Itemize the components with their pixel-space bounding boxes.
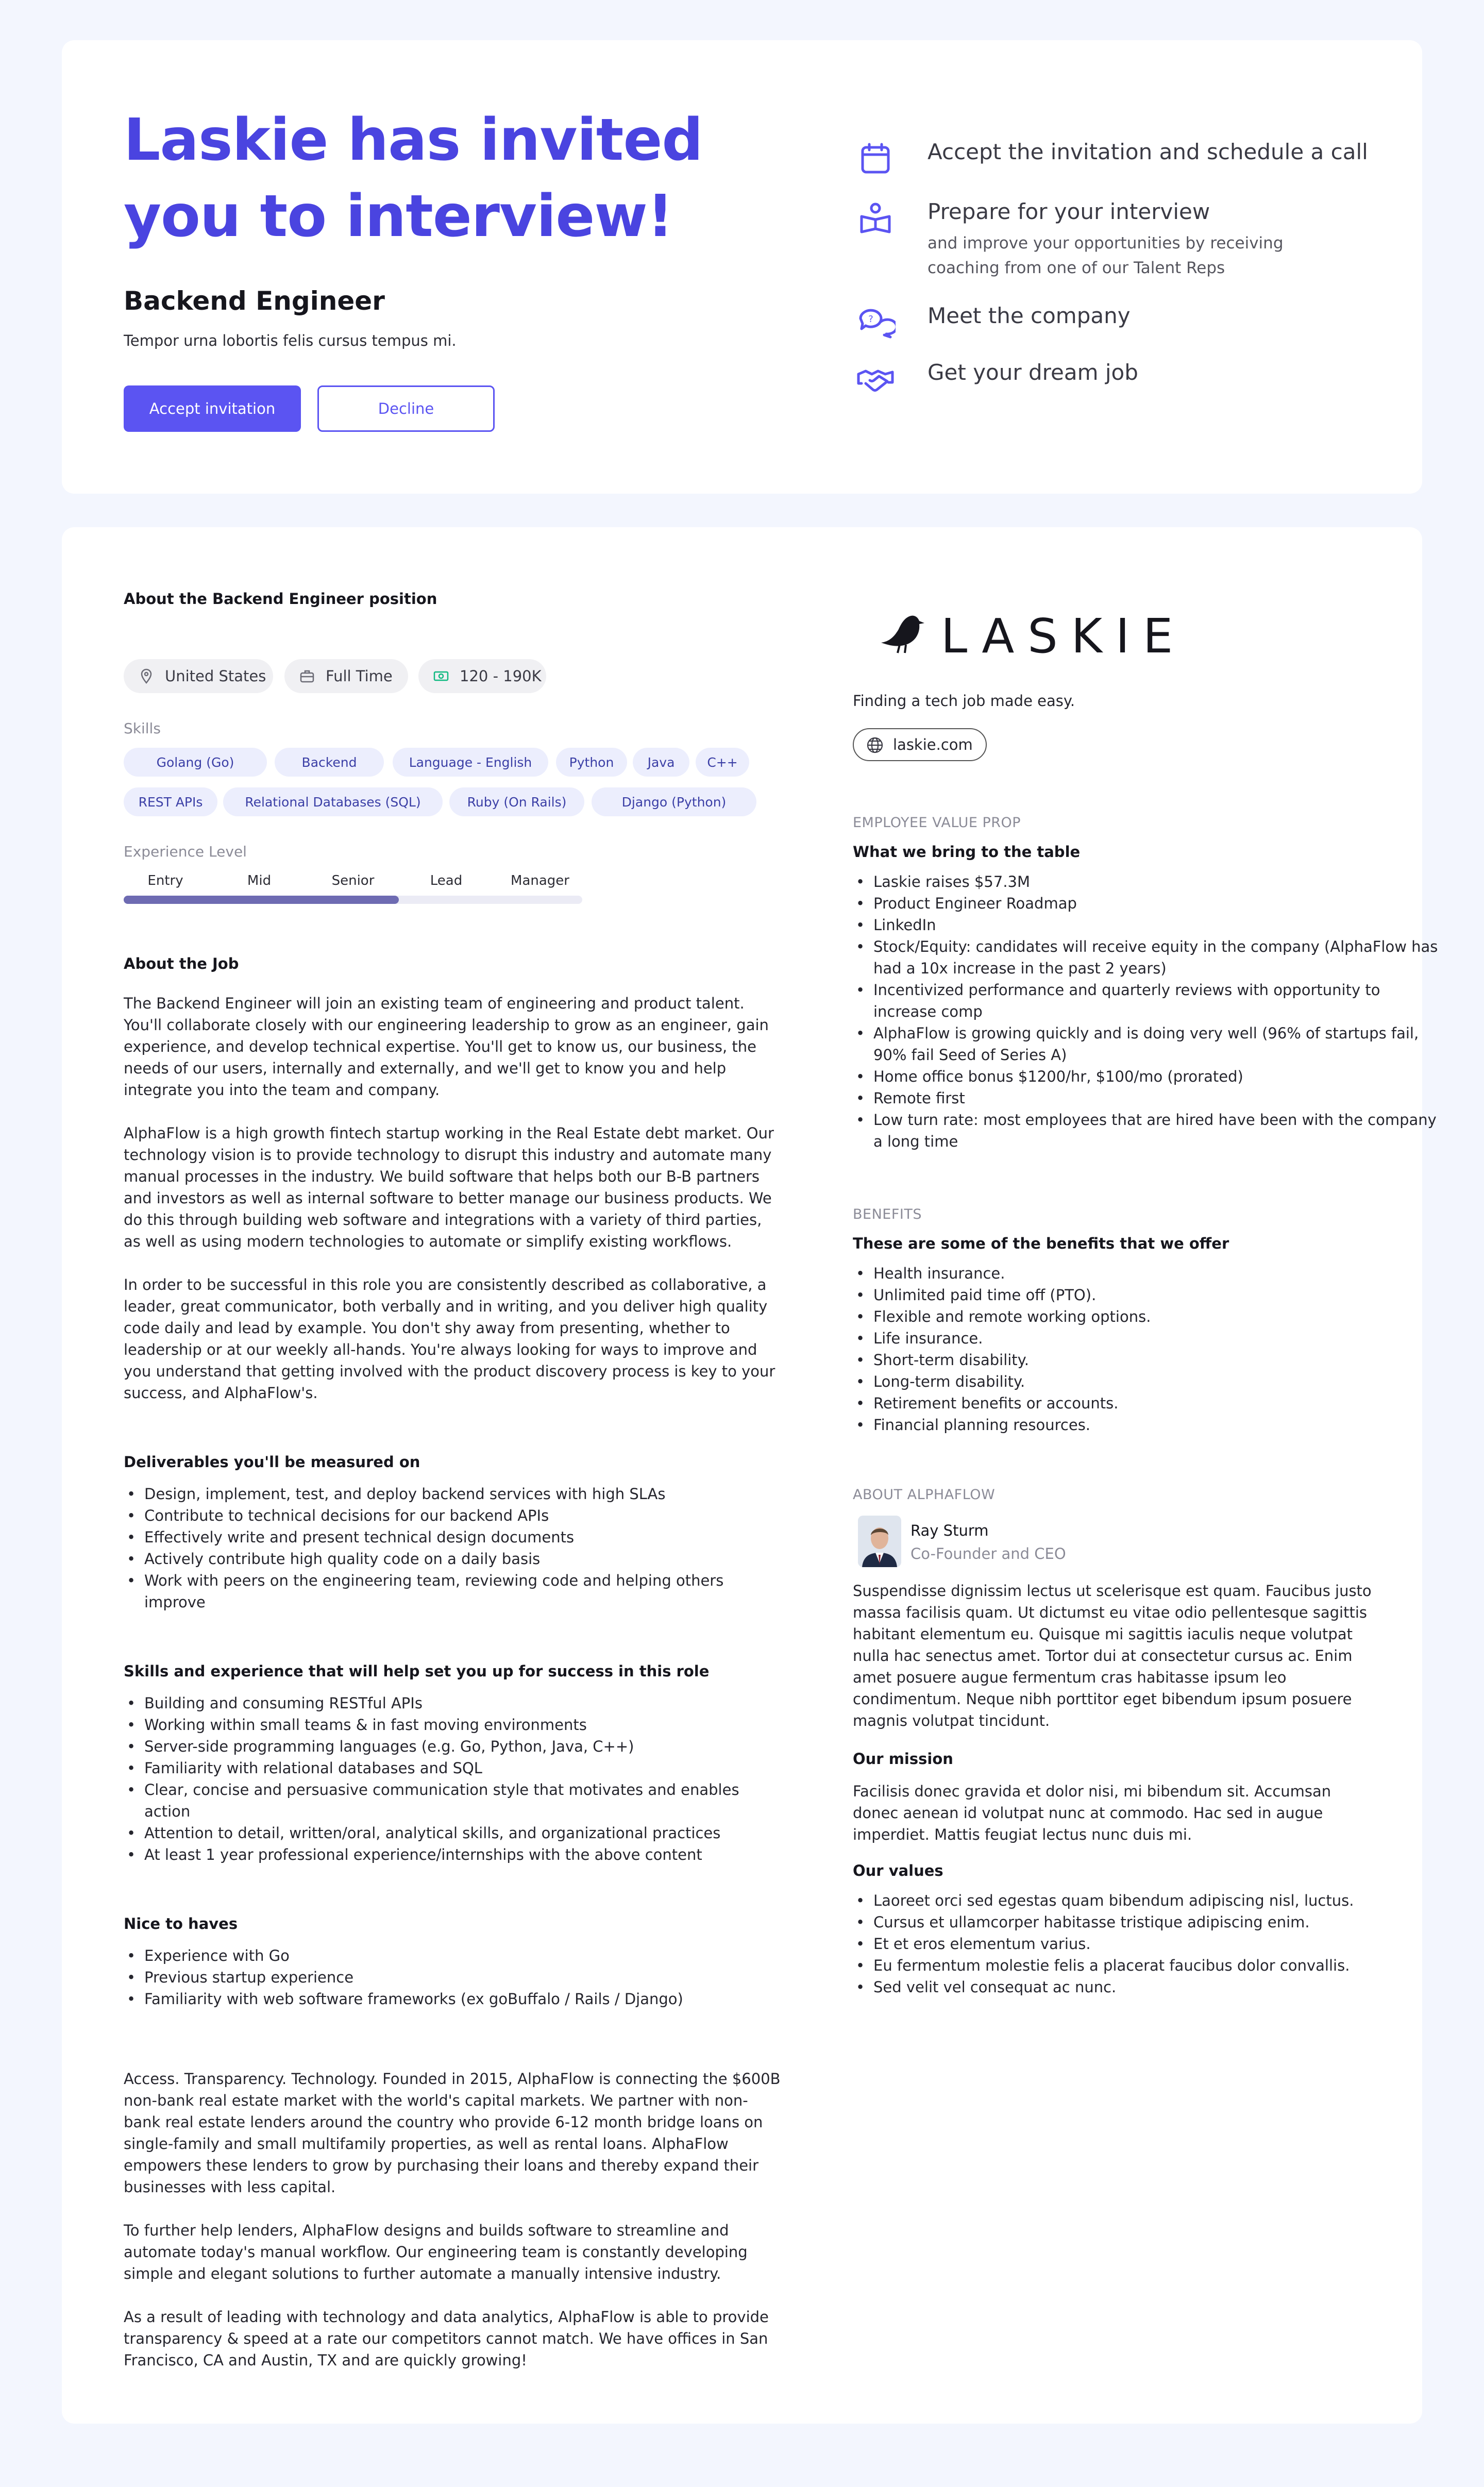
list-item: • Life insurance. (853, 1327, 1445, 1349)
experience-level-senior: Senior (331, 873, 375, 888)
skills-experience-list (124, 1692, 783, 1866)
map-pin-icon (138, 668, 155, 684)
experience-level-track (124, 896, 582, 904)
list-item: • Laskie raises $57.3M (853, 871, 1445, 893)
values-list (853, 1890, 1445, 1998)
job-type-badge (284, 659, 408, 693)
benefits-label: BENEFITS (853, 1206, 922, 1222)
company-website-link[interactable] (853, 728, 987, 761)
list-item: • Effectively write and present technical design documents (124, 1526, 783, 1548)
salary-badge (418, 659, 546, 693)
list-item: • LinkedIn (853, 914, 1445, 936)
company-tagline: Finding a tech job made easy. (853, 692, 1075, 710)
step-title: Prepare for your interview (927, 199, 1210, 224)
step-title: Meet the company (927, 303, 1131, 328)
about-job-paragraph: The Backend Engineer will join an existing team of engineering and product talent. You'll collaborate closely with our engineering leadership to grow as an engineer, gain experience, and develop technical expertise. You'll get to know us, our business, the needs of our users, internally and externally, and we'll get to know you and help integrate you into the team and company. (124, 995, 769, 1099)
list-item: • Eu fermentum molestie felis a placerat faucibus dolor convallis. (853, 1955, 1445, 1976)
skill-tag: REST APIs (124, 787, 217, 816)
skill-tag: Language - English (393, 748, 548, 777)
location-text: United States (165, 667, 266, 685)
list-item: • Home office bonus $1200/hr, $100/mo (prorated) (853, 1066, 1445, 1087)
skill-tag: Django (Python) (592, 787, 756, 816)
skill-tag: Golang (Go) (124, 748, 267, 777)
list-item: • Work with peers on the engineering team, reviewing code and helping others improve (124, 1570, 783, 1613)
deliverables-heading: Deliverables you'll be measured on (124, 1453, 420, 1471)
mission-text: Facilisis donec gravida et dolor nisi, mi bibendum sit. Accumsan donec aenean id volutpat nunc at commodo. Hac sed in augue imperdiet. Mattis feugiat lectus nunc duis mi. (853, 1783, 1331, 1843)
page-title: Laskie has invited you to interview! (124, 107, 703, 250)
calendar-icon (855, 139, 896, 179)
skill-tag: Backend (275, 748, 384, 777)
skill-tag: Relational Databases (SQL) (223, 787, 443, 816)
briefcase-icon (299, 668, 315, 684)
deliverables-list (124, 1483, 783, 1613)
list-item: • Retirement benefits or accounts. (853, 1392, 1445, 1414)
about-job-paragraph: AlphaFlow is a high growth fintech startup working in the Real Estate debt market. Our technology vision is to provide technology to disrupt this industry and automate many manual processes in the industry. We build software that helps both our B-B partners and investors as well as internal software to better manage our business products. We do this through building web software and integrations with a variety of third parties, as well as using modern technologies to automate or simplify existing workflows. (124, 1124, 774, 1250)
list-item: • Contribute to technical decisions for our backend APIs (124, 1505, 783, 1526)
skill-tag: C++ (696, 748, 749, 777)
list-item: • Et et eros elementum varius. (853, 1933, 1445, 1955)
chat-bubbles-icon (855, 303, 896, 343)
company-url: laskie.com (893, 736, 973, 753)
job-type-text: Full Time (326, 667, 393, 685)
step-description: and improve your opportunities by receiving coaching from one of our Talent Reps (927, 234, 1284, 277)
list-item: • Financial planning resources. (853, 1414, 1445, 1436)
list-item: • Familiarity with web software frameworks (ex goBuffalo / Rails / Django) (124, 1988, 783, 2010)
bird-logo-icon (879, 611, 925, 655)
list-item: • Clear, concise and persuasive communication style that motivates and enables action (124, 1779, 783, 1822)
salary-text: 120 - 190K (460, 667, 542, 685)
job-subtitle: Tempor urna lobortis felis cursus tempus mi. (124, 332, 457, 349)
list-item: • Cursus et ullamcorper habitasse tristique adipiscing enim. (853, 1911, 1445, 1933)
experience-level-entry: Entry (147, 873, 183, 888)
list-item: • Short-term disability. (853, 1349, 1445, 1371)
decline-button[interactable]: Decline (317, 385, 495, 432)
list-item: • Remote first (853, 1087, 1445, 1109)
list-item: • Stock/Equity: candidates will receive equity in the company (AlphaFlow has had a 10x increase in the past 2 years) (853, 936, 1445, 979)
list-item: • Server-side programming languages (e.g. Go, Python, Java, C++) (124, 1736, 783, 1757)
money-icon (433, 668, 449, 684)
list-item: • Low turn rate: most employees that are hired have been with the company a long time (853, 1109, 1445, 1152)
evp-list (853, 871, 1445, 1152)
experience-label: Experience Level (124, 843, 247, 860)
company-logo (879, 606, 1240, 662)
globe-icon (866, 736, 884, 754)
position-heading: About the Backend Engineer position (124, 590, 437, 608)
list-item: • Previous startup experience (124, 1967, 783, 1988)
nice-to-haves-heading: Nice to haves (124, 1915, 238, 1933)
nice-to-haves-list (124, 1945, 783, 2010)
experience-level-manager: Manager (511, 873, 569, 888)
benefits-list (853, 1263, 1445, 1436)
skill-tag: Python (556, 748, 627, 777)
about-company-label: ABOUT ALPHAFLOW (853, 1487, 996, 1503)
skill-tag: Java (633, 748, 689, 777)
location-badge (124, 659, 273, 693)
list-item: • Attention to detail, written/oral, analytical skills, and organizational practices (124, 1822, 783, 1844)
list-item: • Unlimited paid time off (PTO). (853, 1284, 1445, 1306)
mission-heading: Our mission (853, 1750, 953, 1768)
job-title: Backend Engineer (124, 286, 385, 316)
skill-tag: Ruby (On Rails) (449, 787, 584, 816)
list-item: • Flexible and remote working options. (853, 1306, 1445, 1327)
list-item: • Sed velit vel consequat ac nunc. (853, 1976, 1445, 1998)
evp-heading: What we bring to the table (853, 843, 1081, 861)
company-paragraph: Access. Transparency. Technology. Founded in 2015, AlphaFlow is connecting the $600B non-bank real estate market with the world's capital markets. We partner with non-bank real estate lenders around the country who provide 6-12 month bridge loans on single-family and small multifamily properties, as well as rental loans. AlphaFlow empowers these lenders to grow by purchasing their loans and thereby expand their businesses with less capital. (124, 2070, 781, 2196)
list-item: • Long-term disability. (853, 1371, 1445, 1392)
job-details-card (62, 527, 1438, 2424)
list-item: • AlphaFlow is growing quickly and is doing very well (96% of startups fail, 90% fail Seed of Series A) (853, 1022, 1445, 1066)
svg-text:?: ? (868, 314, 873, 325)
list-item: • Working within small teams & in fast moving environments (124, 1714, 783, 1736)
step-title: Accept the invitation and schedule a call (927, 139, 1368, 164)
invitation-card (62, 40, 1422, 494)
list-item: • Product Engineer Roadmap (853, 893, 1445, 914)
list-item: • Health insurance. (853, 1263, 1445, 1284)
values-heading: Our values (853, 1862, 943, 1879)
list-item: • At least 1 year professional experience/internships with the above content (124, 1844, 783, 1866)
step-title: Get your dream job (927, 360, 1138, 385)
about-job-heading: About the Job (124, 955, 239, 972)
person-name: Ray Sturm (910, 1522, 989, 1539)
list-item: • Actively contribute high quality code on a daily basis (124, 1548, 783, 1570)
handshake-icon (855, 360, 896, 400)
list-item: • Building and consuming RESTful APIs (124, 1692, 783, 1714)
about-company-text: Suspendisse dignissim lectus ut scelerisque est quam. Faucibus justo massa facilisis quam. Ut dictumst eu vitae odio pellentesque sagittis habitant elementum eu. Quisque mi sagittis iaculis neque volutpat nulla hac senectus amet. Tortor dui at consectetur cursus ac. Enim amet posuere augue fermentum cras habitasse ipsum leo condimentum. Neque nibh porttitor eget bibendum ipsum posuere magnis volutpat tincidunt. (853, 1582, 1372, 1729)
accept-invitation-button[interactable]: Accept invitation (124, 385, 301, 432)
company-paragraph: To further help lenders, AlphaFlow designs and builds software to streamline and automate today's manual workflow. Our engineering team is constantly developing simple and elegant solutions to further automate a manually intensive industry. (124, 2222, 748, 2282)
list-item: • Design, implement, test, and deploy backend services with high SLAs (124, 1483, 783, 1505)
list-item: • Incentivized performance and quarterly reviews with opportunity to increase comp (853, 979, 1445, 1022)
list-item: • Laoreet orci sed egestas quam bibendum adipiscing nisl, luctus. (853, 1890, 1445, 1911)
experience-level-fill (124, 896, 399, 904)
skills-label: Skills (124, 720, 161, 737)
logo-wordmark: LASKIE (941, 609, 1187, 664)
person-role: Co-Founder and CEO (910, 1545, 1066, 1562)
experience-level-mid: Mid (247, 873, 272, 888)
experience-level-lead: Lead (430, 873, 463, 888)
about-job-paragraph: In order to be successful in this role you are consistently described as collaborative, a leader, great communicator, both verbally and in writing, and you deliver high quality code daily and lead by example. You don't shy away from presenting, whether to leadership or at our weekly all-hands. You're always looking for ways to improve and you understand that getting involved with the product discovery process is key to your success, and AlphaFlow's. (124, 1276, 775, 1402)
list-item: • Familiarity with relational databases and SQL (124, 1757, 783, 1779)
benefits-heading: These are some of the benefits that we offer (853, 1235, 1229, 1252)
avatar (858, 1516, 901, 1567)
evp-label: EMPLOYEE VALUE PROP (853, 815, 1021, 831)
book-person-icon (855, 199, 896, 239)
list-item: • Experience with Go (124, 1945, 783, 1967)
skills-experience-heading: Skills and experience that will help set you up for success in this role (124, 1662, 710, 1680)
company-paragraph: As a result of leading with technology and data analytics, AlphaFlow is able to provide transparency & speed at a rate our competitors cannot match. We have offices in San Francisco, CA and Austin, TX and are quickly growing! (124, 2308, 769, 2369)
